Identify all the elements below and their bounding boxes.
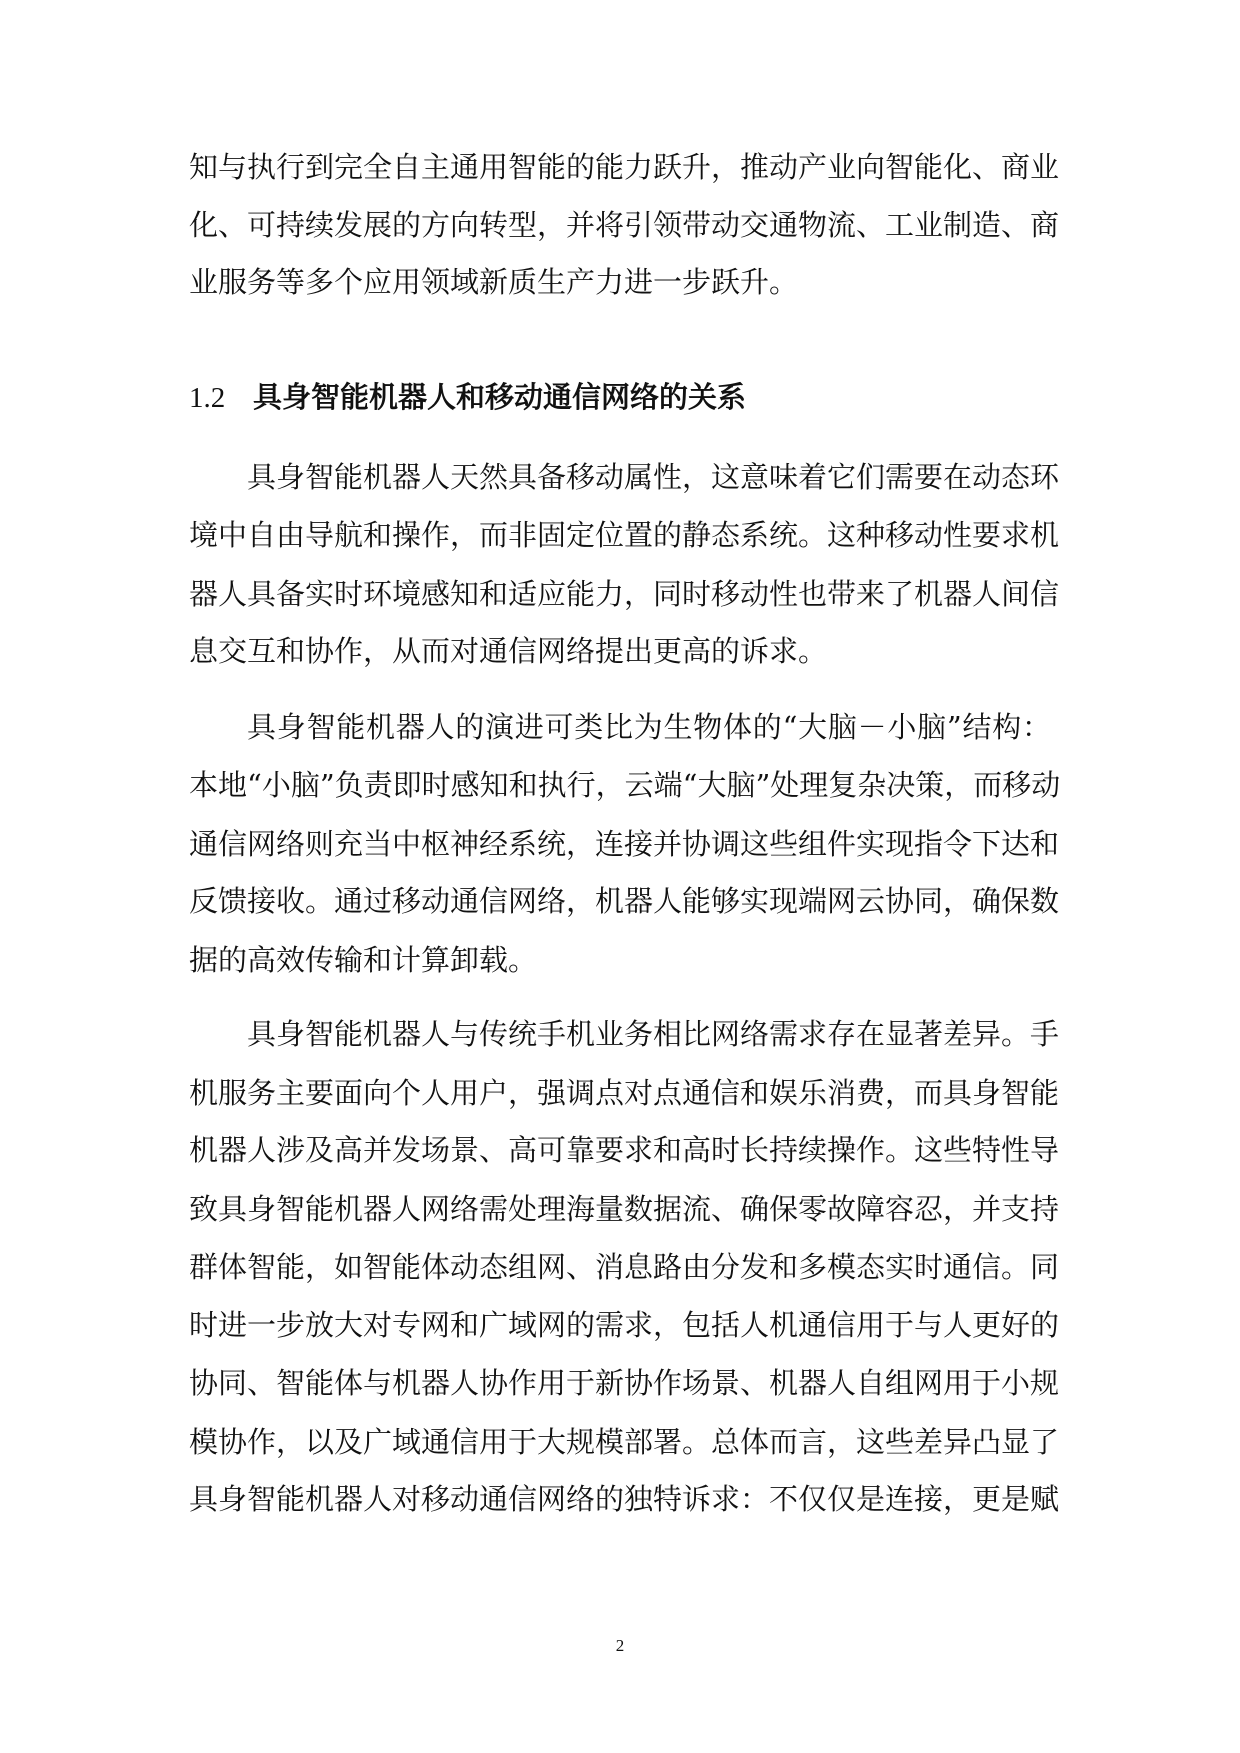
paragraph-line: 具身智能机器人的演进可类比为生物体的“大脑－小脑”结构： (247, 710, 1051, 744)
paragraph-line: 协同、智能体与机器人协作用于新协作场景、机器人自组网用于小规 (189, 1366, 1060, 1400)
paragraph-line: 机器人涉及高并发场景、高可靠要求和高时长持续操作。这些特性导 (189, 1133, 1060, 1167)
paragraph-line: 器人具备实时环境感知和适应能力，同时移动性也带来了机器人间信 (189, 577, 1060, 611)
paragraph-line: 息交互和协作，从而对通信网络提出更高的诉求。 (189, 634, 828, 668)
paragraph-line: 群体智能，如智能体动态组网、消息路由分发和多模态实时通信。同 (189, 1250, 1060, 1284)
paragraph-line: 据的高效传输和计算卸载。 (189, 943, 538, 977)
paragraph-line: 境中自由导航和操作，而非固定位置的静态系统。这种移动性要求机 (189, 518, 1060, 552)
paragraph-line: 时进一步放大对专网和广域网的需求，包括人机通信用于与人更好的 (189, 1308, 1060, 1342)
section-number: 1.2 (189, 382, 226, 414)
page-number: 2 (615, 1636, 625, 1655)
paragraph-line: 具身智能机器人对移动通信网络的独特诉求：不仅仅是连接，更是赋 (189, 1482, 1060, 1516)
paragraph-line: 具身智能机器人与传统手机业务相比网络需求存在显著差异。手 (247, 1017, 1060, 1051)
intro-paragraph-line: 业服务等多个应用领域新质生产力进一步跃升。 (189, 265, 799, 299)
section-title: 具身智能机器人和移动通信网络的关系 (253, 380, 747, 414)
paragraph-line: 致具身智能机器人网络需处理海量数据流、确保零故障容忍，并支持 (189, 1192, 1060, 1226)
paragraph-line: 通信网络则充当中枢神经系统，连接并协调这些组件实现指令下达和 (189, 827, 1060, 861)
paragraph-line: 具身智能机器人天然具备移动属性，这意味着它们需要在动态环 (247, 460, 1060, 494)
paragraph-line: 机服务主要面向个人用户，强调点对点通信和娱乐消费，而具身智能 (189, 1076, 1060, 1110)
intro-paragraph-line: 化、可持续发展的方向转型，并将引领带动交通物流、工业制造、商 (189, 208, 1060, 242)
section-heading (189, 377, 746, 418)
paragraph-line: 本地“小脑”负责即时感知和执行，云端“大脑”处理复杂决策，而移动 (189, 768, 1061, 802)
intro-paragraph-line: 知与执行到完全自主通用智能的能力跃升，推动产业向智能化、商业 (189, 150, 1060, 184)
paragraph-line: 反馈接收。通过移动通信网络，机器人能够实现端网云协同，确保数 (189, 884, 1060, 918)
paragraph-line: 模协作，以及广域通信用于大规模部署。总体而言，这些差异凸显了 (189, 1425, 1060, 1459)
